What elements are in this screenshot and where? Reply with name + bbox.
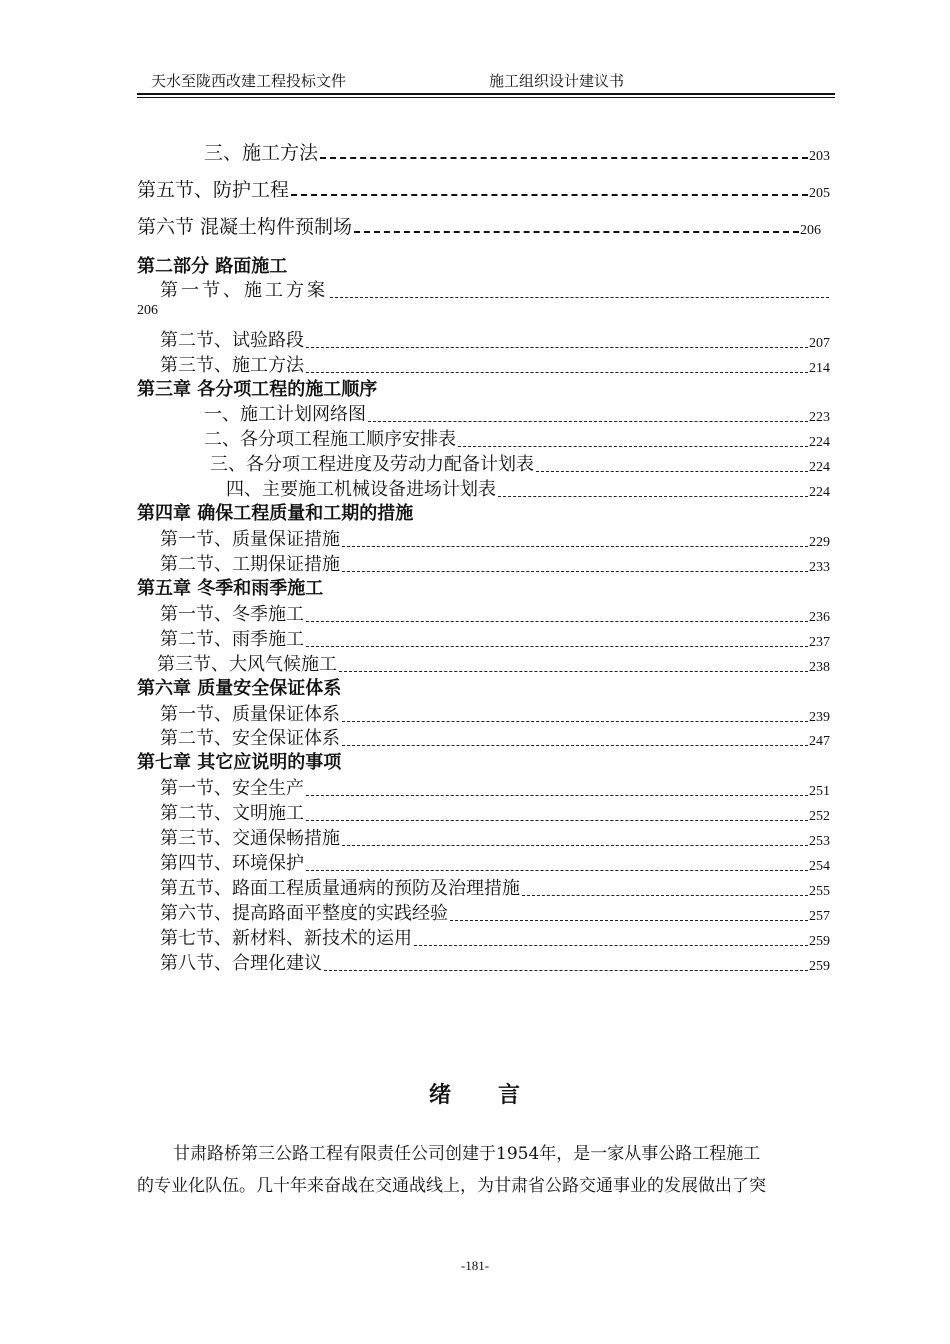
toc-leader xyxy=(458,446,808,447)
toc-entry-page: 238 xyxy=(809,660,830,675)
toc-entry-page: 224 xyxy=(809,460,830,475)
toc-entry-text: 第一节、质量保证体系 xyxy=(160,704,340,725)
toc-entry-text: 第一节、冬季施工 xyxy=(160,604,304,625)
toc-leader xyxy=(306,795,808,796)
toc-entry xyxy=(160,824,830,850)
toc-entry-text: 二、各分项工程施工顺序安排表 xyxy=(204,429,456,450)
toc-entry-text: 第四节、环境保护 xyxy=(160,853,304,874)
toc-leader xyxy=(306,372,808,373)
toc-leader xyxy=(342,721,808,722)
toc-chapter-heading: 第七章 其它应说明的事项 xyxy=(137,752,342,773)
toc-leader xyxy=(498,496,808,497)
toc-entry xyxy=(204,400,830,426)
toc-entry-page: 205 xyxy=(809,186,830,201)
header-left-title: 天水至陇西改建工程投标文件 xyxy=(151,72,347,90)
toc-entry xyxy=(160,874,830,900)
toc-entry xyxy=(226,475,830,501)
toc-leader xyxy=(522,895,808,896)
toc-leader xyxy=(306,820,808,821)
toc-entry-text: 第六节、提高路面平整度的实践经验 xyxy=(160,903,448,924)
toc-entry-text: 第五节、路面工程质量通病的预防及治理措施 xyxy=(160,878,520,899)
toc-leader xyxy=(368,421,808,422)
toc-leader xyxy=(306,347,808,348)
toc-chapter-heading: 第三章 各分项工程的施工顺序 xyxy=(137,379,378,400)
toc-entry xyxy=(160,774,830,800)
toc-entry xyxy=(160,276,830,302)
toc-entry xyxy=(137,212,821,239)
toc-entry xyxy=(160,949,830,975)
toc-entry xyxy=(160,550,830,576)
toc-leader xyxy=(342,845,808,846)
toc-entry-page: 203 xyxy=(809,149,830,164)
toc-entry-page: 259 xyxy=(809,959,830,974)
toc-leader xyxy=(306,621,808,622)
toc-entry-page: 233 xyxy=(809,560,830,575)
toc-entry-text: 第一节、安全生产 xyxy=(160,778,304,799)
toc-leader xyxy=(306,646,808,647)
toc-chapter-heading: 第四章 确保工程质量和工期的措施 xyxy=(137,503,414,524)
toc-entry-page: 259 xyxy=(809,934,830,949)
toc-entry-page-wrapped: 206 xyxy=(137,303,158,318)
toc-entry-text: 第六节 混凝土构件预制场 xyxy=(137,216,353,238)
toc-entry-page: 237 xyxy=(809,635,830,650)
toc-entry-text: 第二节、安全保证体系 xyxy=(160,728,340,749)
toc-entry-text: 第二节、雨季施工 xyxy=(160,629,304,650)
toc-entry xyxy=(160,924,830,950)
toc-entry-page: 257 xyxy=(809,909,830,924)
toc-leader xyxy=(324,970,808,971)
toc-leader xyxy=(342,745,808,746)
toc-entry-text: 第三节、交通保畅措施 xyxy=(160,828,340,849)
toc-entry-page: 247 xyxy=(809,734,830,749)
toc-entry xyxy=(160,326,830,352)
toc-part-heading: 第二部分 路面施工 xyxy=(137,256,288,277)
toc-entry xyxy=(160,625,830,651)
intro-line: 的专业化队伍。几十年来奋战在交通战线上，为甘肃省公路交通事业的发展做出了突 xyxy=(137,1176,766,1196)
toc-entry-page: 224 xyxy=(809,485,830,500)
toc-entry xyxy=(160,351,830,377)
toc-entry-text: 三、施工方法 xyxy=(204,142,319,164)
toc-entry-page: 251 xyxy=(809,784,830,799)
toc-entry xyxy=(160,724,830,750)
toc-leader xyxy=(291,194,808,196)
toc-entry xyxy=(160,899,830,925)
toc-entry xyxy=(160,525,830,551)
toc-entry-page: 255 xyxy=(809,884,830,899)
toc-entry-text: 第二节、工期保证措施 xyxy=(160,554,340,575)
toc-entry xyxy=(204,138,830,165)
toc-entry-text: 第二节、试验路段 xyxy=(160,330,304,351)
toc-entry-page: 253 xyxy=(809,834,830,849)
toc-entry xyxy=(204,425,830,451)
toc-entry-page: 214 xyxy=(809,361,830,376)
toc-entry xyxy=(210,450,830,476)
toc-entry xyxy=(137,175,830,202)
toc-leader xyxy=(450,920,808,921)
toc-entry-page: 236 xyxy=(809,610,830,625)
toc-leader xyxy=(330,297,829,298)
toc-leader xyxy=(536,471,808,472)
toc-entry-text: 第一节、质量保证措施 xyxy=(160,529,340,550)
toc-entry-page: 206 xyxy=(800,223,821,238)
toc-chapter-heading: 第五章 冬季和雨季施工 xyxy=(137,578,324,599)
toc-entry xyxy=(160,600,830,626)
toc-entry-page: 207 xyxy=(809,336,830,351)
toc-entry-text: 三、各分项工程进度及劳动力配备计划表 xyxy=(210,454,534,475)
toc-entry xyxy=(160,849,830,875)
intro-paragraph xyxy=(137,1138,837,1202)
page-number: -181- xyxy=(460,1258,490,1273)
intro-title: 绪 言 xyxy=(428,1082,521,1108)
toc-entry-text: 一、施工计划网络图 xyxy=(204,404,366,425)
toc-entry-text: 第八节、合理化建议 xyxy=(160,953,322,974)
toc-entry-text: 第一节、施工方案 xyxy=(160,280,328,301)
toc-entry-page: 229 xyxy=(809,535,830,550)
toc-entry-text: 第三节、施工方法 xyxy=(160,355,304,376)
intro-line: 甘肃路桥第三公路工程有限责任公司创建于1954年，是一家从事公路工程施工 xyxy=(173,1144,761,1164)
toc-leader xyxy=(354,231,799,233)
toc-entry-text: 第五节、防护工程 xyxy=(137,179,290,201)
toc-entry xyxy=(160,700,830,726)
toc-entry-text: 第三节、大风气候施工 xyxy=(157,654,337,675)
toc-chapter-heading: 第六章 质量安全保证体系 xyxy=(137,678,342,699)
toc-leader xyxy=(320,157,808,159)
toc-entry-page: 223 xyxy=(809,410,830,425)
toc-entry-text: 第七节、新材料、新技术的运用 xyxy=(160,928,412,949)
header-right-title: 施工组织设计建议书 xyxy=(489,72,625,90)
toc-leader xyxy=(306,870,808,871)
toc-leader xyxy=(342,546,808,547)
toc-leader xyxy=(414,945,808,946)
toc-entry xyxy=(160,799,830,825)
toc-entry-page: 224 xyxy=(809,435,830,450)
toc-entry-page: 252 xyxy=(809,809,830,824)
toc-entry xyxy=(157,650,830,676)
toc-entry-page: 239 xyxy=(809,710,830,725)
toc-leader xyxy=(339,671,808,672)
toc-entry-text: 四、主要施工机械设备进场计划表 xyxy=(226,479,496,500)
toc-entry-page: 254 xyxy=(809,859,830,874)
toc-leader xyxy=(342,571,808,572)
toc-entry-text: 第二节、文明施工 xyxy=(160,803,304,824)
